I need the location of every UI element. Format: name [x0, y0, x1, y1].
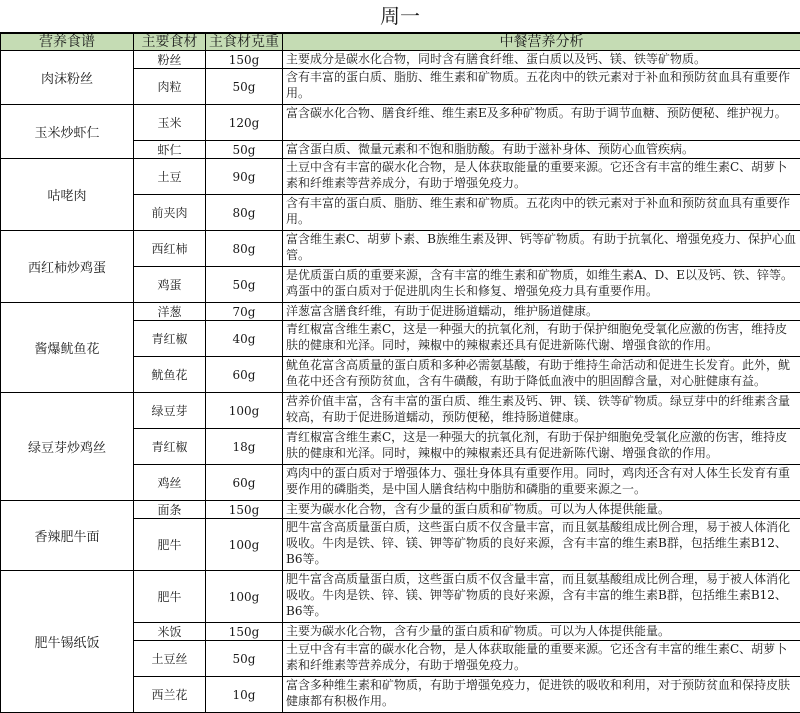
nutrition-analysis: 富含蛋白质、微量元素和不饱和脂肪酸。有助于滋补身体、预防心血管疾病。 — [283, 141, 800, 159]
table-row — [1, 303, 800, 321]
ingredient-name: 土豆 — [134, 159, 206, 195]
ingredient-name: 鱿鱼花 — [134, 357, 206, 393]
dish-name: 绿豆芽炒鸡丝 — [1, 393, 134, 501]
nutrition-analysis: 营养价值丰富，含有丰富的蛋白质、维生素及钙、钾、镁、铁等矿物质。绿豆芽中的纤维素含量较高，有助于促进肠道蠕动，预防便秘，维持肠道健康。 — [283, 393, 800, 429]
header-recipe: 营养食谱 — [1, 34, 134, 51]
nutrition-analysis: 肥牛富含高质量蛋白质，这些蛋白质不仅含量丰富，而且氨基酸组成比例合理，易于被人体消化吸收。牛肉是铁、锌、镁、钾等矿物质的良好来源，含有丰富的维生素B群，包括维生素B12、B6等。 — [283, 519, 800, 571]
ingredient-weight: 50g — [206, 267, 283, 303]
ingredient-weight: 100g — [206, 393, 283, 429]
ingredient-weight: 60g — [206, 357, 283, 393]
ingredient-weight: 100g — [206, 571, 283, 623]
ingredient-name: 青红椒 — [134, 321, 206, 357]
dish-name: 香辣肥牛面 — [1, 501, 134, 571]
nutrition-analysis: 主要为碳水化合物，含有少量的蛋白质和矿物质。可以为人体提供能量。 — [283, 623, 800, 641]
nutrition-analysis: 土豆中含有丰富的碳水化合物，是人体获取能量的重要来源。它还含有丰富的维生素C、胡萝卜素和纤维素等营养成分，有助于增强免疫力。 — [283, 641, 800, 677]
ingredient-weight: 10g — [206, 677, 283, 713]
ingredient-name: 虾仁 — [134, 141, 206, 159]
ingredient-name: 鸡丝 — [134, 465, 206, 501]
table-row — [1, 51, 800, 69]
nutrition-analysis: 富含多种维生素和矿物质，有助于增强免疫力，促进铁的吸收和利用，对于预防贫血和保持皮肤健康都有积极作用。 — [283, 677, 800, 713]
nutrition-analysis: 主要为碳水化合物，含有少量的蛋白质和矿物质。可以为人体提供能量。 — [283, 501, 800, 519]
ingredient-weight: 70g — [206, 303, 283, 321]
nutrition-analysis: 主要成分是碳水化合物，同时含有膳食纤维、蛋白质以及钙、镁、铁等矿物质。 — [283, 51, 800, 69]
nutrition-analysis: 鱿鱼花富含高质量的蛋白质和多种必需氨基酸，有助于维持生命活动和促进生长发育。此外，鱿鱼花中还含有预防贫血，含有牛磺酸，有助于降低血液中的胆固醇含量，对心脏健康有益。 — [283, 357, 800, 393]
table-body — [1, 51, 800, 713]
header-row — [1, 34, 800, 51]
header-ingredient: 主要食材 — [134, 34, 206, 51]
table-row — [1, 231, 800, 267]
dish-name: 肉沫粉丝 — [1, 51, 134, 105]
dish-name: 肥牛锡纸饭 — [1, 571, 134, 713]
ingredient-name: 西红柿 — [134, 231, 206, 267]
table-row — [1, 159, 800, 195]
nutrition-analysis: 土豆中含有丰富的碳水化合物，是人体获取能量的重要来源。它还含有丰富的维生素C、胡萝卜素和纤维素等营养成分，有助于增强免疫力。 — [283, 159, 800, 195]
ingredient-name: 面条 — [134, 501, 206, 519]
ingredient-weight: 90g — [206, 159, 283, 195]
table-row — [1, 393, 800, 429]
nutrition-analysis: 富含维生素C、胡萝卜素、B族维生素及钾、钙等矿物质。有助于抗氧化、增强免疫力、保护心血管。 — [283, 231, 800, 267]
nutrition-analysis: 是优质蛋白质的重要来源，含有丰富的维生素和矿物质，如维生素A、D、E以及钙、铁、锌等。鸡蛋中的蛋白质对于促进肌肉生长和修复、增强免疫力具有重要作用。 — [283, 267, 800, 303]
ingredient-weight: 50g — [206, 69, 283, 105]
ingredient-weight: 100g — [206, 519, 283, 571]
dish-name: 玉米炒虾仁 — [1, 105, 134, 159]
ingredient-name: 前夹肉 — [134, 195, 206, 231]
ingredient-weight: 40g — [206, 321, 283, 357]
ingredient-name: 玉米 — [134, 105, 206, 141]
ingredient-weight: 150g — [206, 501, 283, 519]
page-title: 周一 — [0, 0, 800, 33]
ingredient-weight: 80g — [206, 231, 283, 267]
nutrition-analysis: 含有丰富的蛋白质、脂肪、维生素和矿物质。五花肉中的铁元素对于补血和预防贫血具有重要作用。 — [283, 69, 800, 105]
ingredient-name: 青红椒 — [134, 429, 206, 465]
ingredient-weight: 18g — [206, 429, 283, 465]
table-row — [1, 501, 800, 519]
ingredient-name: 洋葱 — [134, 303, 206, 321]
ingredient-name: 米饭 — [134, 623, 206, 641]
nutrition-analysis: 青红椒富含维生素C，这是一种强大的抗氧化剂，有助于保护细胞免受氧化应激的伤害，维持皮肤的健康和光泽。同时，辣椒中的辣椒素还具有促进新陈代谢、增强食欲的作用。 — [283, 321, 800, 357]
table-row — [1, 571, 800, 623]
nutrition-analysis: 富含碳水化合物、膳食纤维、维生素E及多种矿物质。有助于调节血糖、预防便秘、维护视力。 — [283, 105, 800, 141]
ingredient-name: 土豆丝 — [134, 641, 206, 677]
ingredient-name: 粉丝 — [134, 51, 206, 69]
ingredient-weight: 120g — [206, 105, 283, 141]
dish-name: 酱爆鱿鱼花 — [1, 303, 134, 393]
ingredient-weight: 50g — [206, 641, 283, 677]
ingredient-weight: 50g — [206, 141, 283, 159]
ingredient-name: 肥牛 — [134, 519, 206, 571]
ingredient-weight: 150g — [206, 623, 283, 641]
ingredient-name: 肥牛 — [134, 571, 206, 623]
nutrition-analysis: 青红椒富含维生素C，这是一种强大的抗氧化剂，有助于保护细胞免受氧化应激的伤害，维持皮肤的健康和光泽。同时，辣椒中的辣椒素还具有促进新陈代谢、增强食欲的作用。 — [283, 429, 800, 465]
ingredient-name: 肉粒 — [134, 69, 206, 105]
nutrition-analysis: 肥牛富含高质量蛋白质，这些蛋白质不仅含量丰富，而且氨基酸组成比例合理，易于被人体消化吸收。牛肉是铁、锌、镁、钾等矿物质的良好来源，含有丰富的维生素B群，包括维生素B12、B6等。 — [283, 571, 800, 623]
ingredient-name: 鸡蛋 — [134, 267, 206, 303]
nutrition-table — [0, 33, 800, 713]
ingredient-name: 绿豆芽 — [134, 393, 206, 429]
ingredient-name: 西兰花 — [134, 677, 206, 713]
nutrition-analysis: 鸡肉中的蛋白质对于增强体力、强壮身体具有重要作用。同时，鸡肉还含有对人体生长发育有重要作用的磷脂类，是中国人膳食结构中脂肪和磷脂的重要来源之一。 — [283, 465, 800, 501]
nutrition-analysis: 含有丰富的蛋白质、脂肪、维生素和矿物质。五花肉中的铁元素对于补血和预防贫血具有重要作用。 — [283, 195, 800, 231]
ingredient-weight: 150g — [206, 51, 283, 69]
ingredient-weight: 60g — [206, 465, 283, 501]
nutrition-analysis: 洋葱富含膳食纤维，有助于促进肠道蠕动，维护肠道健康。 — [283, 303, 800, 321]
ingredient-weight: 80g — [206, 195, 283, 231]
table-row — [1, 105, 800, 141]
dish-name: 西红柿炒鸡蛋 — [1, 231, 134, 303]
header-analysis: 中餐营养分析 — [283, 34, 800, 51]
dish-name: 咕咾肉 — [1, 159, 134, 231]
header-weight: 主食材克重 — [206, 34, 283, 51]
